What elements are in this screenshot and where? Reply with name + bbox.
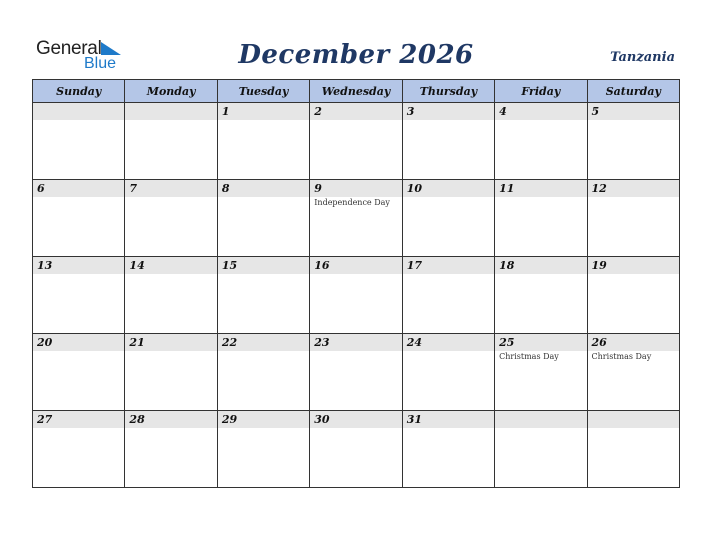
day-cell: [495, 411, 587, 488]
weekday-friday: Friday: [495, 80, 587, 103]
logo-general-text: General: [36, 38, 102, 59]
day-cell: [33, 180, 125, 257]
day-cell: [217, 103, 309, 180]
day-cell: [310, 257, 402, 334]
day-cell: [125, 180, 217, 257]
week-row: [33, 257, 680, 334]
weekday-saturday: Saturday: [587, 80, 679, 103]
day-number: 31: [403, 411, 494, 428]
day-number: 12: [588, 180, 679, 197]
country-label: Tanzania: [610, 50, 675, 65]
day-cell: [217, 180, 309, 257]
day-cell: [125, 103, 217, 180]
holiday-label: Christmas Day: [591, 352, 652, 361]
day-number: [495, 411, 586, 428]
day-cell: [33, 103, 125, 180]
day-number: 5: [588, 103, 679, 120]
day-cell: [310, 334, 402, 411]
day-cell: [33, 257, 125, 334]
week-row: [33, 411, 680, 488]
day-cell: [310, 411, 402, 488]
day-number: 25: [495, 334, 586, 351]
day-cell: [402, 103, 494, 180]
day-cell: [495, 103, 587, 180]
day-cell: [495, 180, 587, 257]
day-number: 4: [495, 103, 586, 120]
weekday-thursday: Thursday: [402, 80, 494, 103]
day-number: 3: [403, 103, 494, 120]
day-cell: [587, 334, 679, 411]
day-cell: [125, 411, 217, 488]
day-number: 11: [495, 180, 586, 197]
day-number: 8: [218, 180, 309, 197]
day-number: 26: [588, 334, 679, 351]
day-number: 29: [218, 411, 309, 428]
day-cell: [125, 257, 217, 334]
page-title: December 2026: [238, 40, 474, 70]
day-number: [125, 103, 216, 120]
weekday-header-row: [33, 80, 680, 103]
day-number: 15: [218, 257, 309, 274]
day-number: 23: [310, 334, 401, 351]
day-cell: [33, 334, 125, 411]
day-cell: [33, 411, 125, 488]
day-number: 20: [33, 334, 124, 351]
week-row: [33, 334, 680, 411]
day-cell: [495, 334, 587, 411]
day-cell: [402, 334, 494, 411]
day-number: 27: [33, 411, 124, 428]
weekday-wednesday: Wednesday: [310, 80, 402, 103]
day-number: 18: [495, 257, 586, 274]
day-number: 13: [33, 257, 124, 274]
day-cell: [125, 334, 217, 411]
day-number: 14: [125, 257, 216, 274]
day-cell: [402, 257, 494, 334]
day-cell: [310, 103, 402, 180]
day-cell: [587, 103, 679, 180]
day-cell: [402, 180, 494, 257]
logo-blue-text: Blue: [84, 55, 117, 72]
week-row: [33, 180, 680, 257]
calendar-grid: [32, 79, 680, 488]
day-cell: [587, 411, 679, 488]
day-number: 2: [310, 103, 401, 120]
day-cell: [587, 257, 679, 334]
day-cell: [495, 257, 587, 334]
day-cell: [217, 411, 309, 488]
day-number: 1: [218, 103, 309, 120]
day-number: 9: [310, 180, 401, 197]
day-number: 21: [125, 334, 216, 351]
day-cell: [402, 411, 494, 488]
weekday-sunday: Sunday: [33, 80, 125, 103]
day-number: 6: [33, 180, 124, 197]
day-cell: [217, 257, 309, 334]
holiday-label: Independence Day: [314, 198, 390, 207]
holiday-label: Christmas Day: [499, 352, 559, 361]
day-number: 17: [403, 257, 494, 274]
weekday-monday: Monday: [125, 80, 217, 103]
weekday-tuesday: Tuesday: [217, 80, 309, 103]
day-number: 7: [125, 180, 216, 197]
day-number: 30: [310, 411, 401, 428]
day-number: 10: [403, 180, 494, 197]
day-number: 16: [310, 257, 401, 274]
day-number: 19: [588, 257, 679, 274]
day-cell: [217, 334, 309, 411]
week-row: [33, 103, 680, 180]
day-number: [33, 103, 124, 120]
day-number: 22: [218, 334, 309, 351]
day-number: 24: [403, 334, 494, 351]
day-cell: [587, 180, 679, 257]
day-cell: [310, 180, 402, 257]
day-number: [588, 411, 679, 428]
day-number: 28: [125, 411, 216, 428]
